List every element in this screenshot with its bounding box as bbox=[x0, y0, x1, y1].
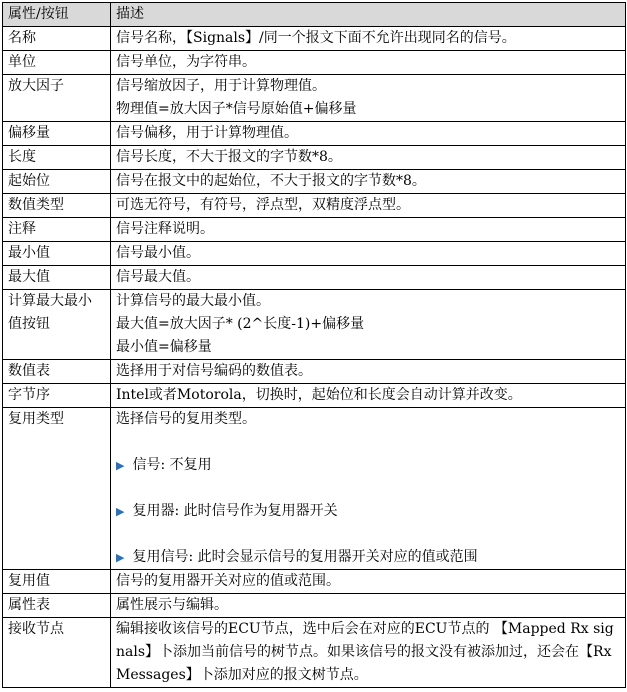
property-description bbox=[111, 27, 626, 51]
description-line: 信号最小值。 bbox=[116, 245, 200, 261]
property-name: 属性表 bbox=[3, 594, 111, 618]
property-description bbox=[111, 242, 626, 266]
property-name: 接收节点 bbox=[3, 618, 111, 688]
triangle-bullet-icon: ▶ bbox=[116, 505, 125, 518]
property-name: 注释 bbox=[3, 218, 111, 242]
description-line: 可选无符号，有符号，浮点型，双精度浮点型。 bbox=[116, 197, 410, 213]
bullet-text: 信号: 不复用 bbox=[132, 457, 212, 473]
table-header-row bbox=[3, 3, 626, 27]
property-name: 起始位 bbox=[3, 170, 111, 194]
property-description bbox=[111, 122, 626, 146]
description-paragraph: 编辑接收该信号的ECU节点，选中后会在对应的ECU节点的 【Mapped Rx signals】卜添加当前信号的树节点。如果该信号的报文没有被添加过，还会在【Rx Messages】卜添加对应的报文树节点。 bbox=[116, 621, 614, 683]
property-description bbox=[111, 594, 626, 618]
bullet-item bbox=[116, 500, 620, 523]
table-row bbox=[3, 384, 626, 408]
property-description bbox=[111, 384, 626, 408]
table-row bbox=[3, 266, 626, 290]
signal-properties-table bbox=[2, 2, 626, 688]
description-line: 信号单位，为字符串。 bbox=[116, 54, 256, 70]
property-name: 数值表 bbox=[3, 360, 111, 384]
table-row bbox=[3, 570, 626, 594]
description-line: 信号偏移，用于计算物理值。 bbox=[116, 125, 298, 141]
property-description bbox=[111, 266, 626, 290]
formula-line: 物理值=放大因子*信号原始值+偏移量 bbox=[116, 101, 357, 117]
property-name: 最大值 bbox=[3, 266, 111, 290]
triangle-bullet-icon: ▶ bbox=[116, 459, 125, 472]
description-line: 选择信号的复用类型。 bbox=[116, 411, 256, 427]
description-line: 信号名称，【Signals】/同一个报文下面不允许出现同名的信号。 bbox=[116, 30, 516, 46]
property-description bbox=[111, 570, 626, 594]
description-line: 属性展示与编辑。 bbox=[116, 597, 228, 613]
spacer bbox=[116, 477, 620, 500]
table-row bbox=[3, 408, 626, 570]
header-description: 描述 bbox=[111, 3, 626, 27]
property-name: 最小值 bbox=[3, 242, 111, 266]
property-description bbox=[111, 194, 626, 218]
formula-line: 最小值=偏移量 bbox=[116, 339, 212, 355]
table-row bbox=[3, 594, 626, 618]
property-description bbox=[111, 146, 626, 170]
property-description bbox=[111, 290, 626, 360]
description-line: Intel或者Motorola，切换时，起始位和长度会自动计算并改变。 bbox=[116, 387, 522, 403]
property-name-text: 计算最大最小值按钮 bbox=[8, 293, 92, 332]
property-description bbox=[111, 618, 626, 688]
property-name: 偏移量 bbox=[3, 122, 111, 146]
table-row bbox=[3, 122, 626, 146]
table-row bbox=[3, 27, 626, 51]
description-line: 信号缩放因子，用于计算物理值。 bbox=[116, 78, 326, 94]
property-description bbox=[111, 170, 626, 194]
table-row bbox=[3, 170, 626, 194]
description-line: 计算信号的最大最小值。 bbox=[116, 293, 270, 309]
description-line: 信号长度，不大于报文的字节数*8。 bbox=[116, 149, 342, 165]
property-description bbox=[111, 360, 626, 384]
table-row bbox=[3, 242, 626, 266]
table-row bbox=[3, 290, 626, 360]
triangle-bullet-icon: ▶ bbox=[116, 551, 125, 564]
table-row bbox=[3, 51, 626, 75]
table-row bbox=[3, 146, 626, 170]
table-row bbox=[3, 618, 626, 688]
bullet-item bbox=[116, 454, 620, 477]
property-name: 单位 bbox=[3, 51, 111, 75]
property-description bbox=[111, 51, 626, 75]
property-description bbox=[111, 408, 626, 570]
description-line: 信号最大值。 bbox=[116, 269, 200, 285]
property-name: 字节序 bbox=[3, 384, 111, 408]
table-row bbox=[3, 360, 626, 384]
description-line: 信号的复用器开关对应的值或范围。 bbox=[116, 573, 340, 589]
property-name: 长度 bbox=[3, 146, 111, 170]
bullet-item bbox=[116, 546, 620, 569]
description-line: 信号在报文中的起始位，不大于报文的字节数*8。 bbox=[116, 173, 426, 189]
table-row bbox=[3, 218, 626, 242]
spacer bbox=[116, 523, 620, 546]
formula-line: 最大值=放大因子* (2^长度-1)+偏移量 bbox=[116, 316, 365, 332]
description-line: 信号注释说明。 bbox=[116, 221, 214, 237]
property-name: 复用类型 bbox=[3, 408, 111, 570]
spacer bbox=[116, 431, 620, 454]
table-row bbox=[3, 194, 626, 218]
property-name: 复用值 bbox=[3, 570, 111, 594]
table-row bbox=[3, 75, 626, 122]
bullet-text: 复用信号: 此时会显示信号的复用器开关对应的值或范围 bbox=[132, 549, 478, 565]
header-property-button: 属性/按钮 bbox=[3, 3, 111, 27]
property-description bbox=[111, 218, 626, 242]
property-name: 放大因子 bbox=[3, 75, 111, 122]
property-name: 数值类型 bbox=[3, 194, 111, 218]
property-description bbox=[111, 75, 626, 122]
property-name: 名称 bbox=[3, 27, 111, 51]
description-line: 选择用于对信号编码的数值表。 bbox=[116, 363, 312, 379]
property-name bbox=[3, 290, 111, 360]
bullet-text: 复用器: 此时信号作为复用器开关 bbox=[132, 503, 338, 519]
